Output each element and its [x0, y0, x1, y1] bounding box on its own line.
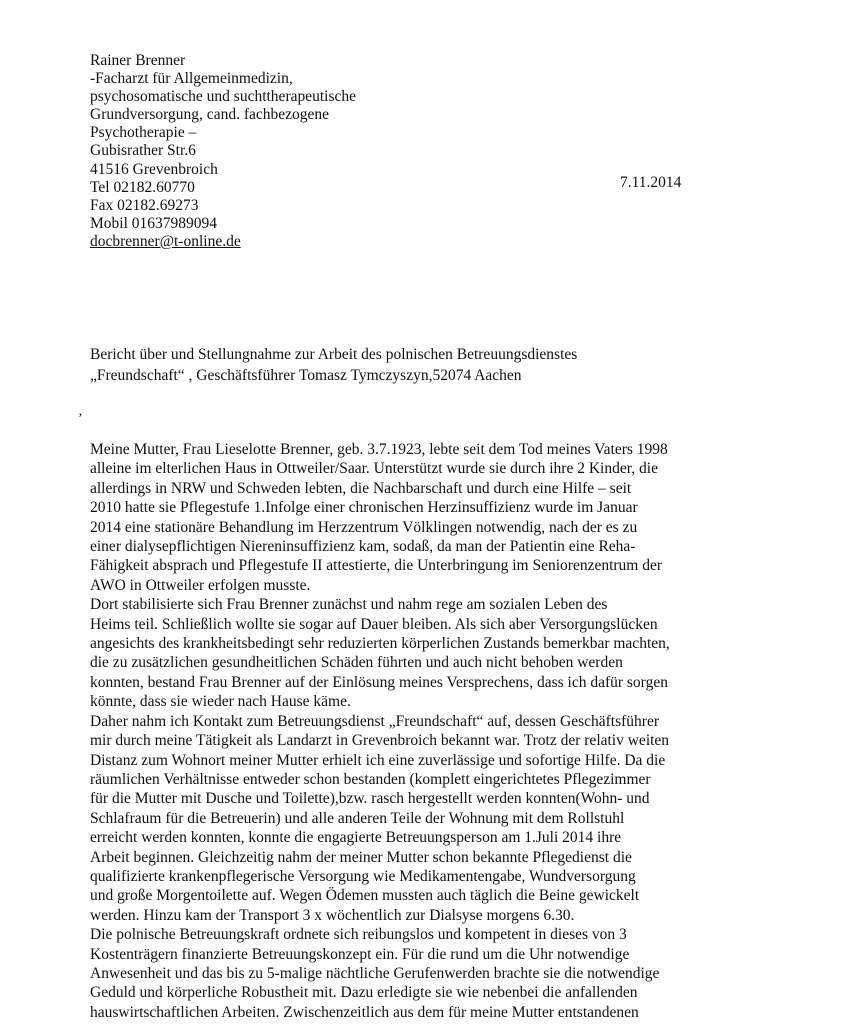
body-line: Meine Mutter, Frau Lieselotte Brenner, geb. 3.7.1923, lebte seit dem Tod meines Vaters 1998: [90, 441, 668, 458]
sender-title-line: -Facharzt für Allgemeinmedizin,: [90, 70, 293, 88]
body-line: Heims teil. Schließlich wollte sie sogar auf Dauer bleiben. Als sich aber Versorgungslücken: [90, 615, 658, 633]
body-line: werden. Hinzu kam der Transport 3 x wöchentlich zur Dialsyse morgens 6.30.: [90, 906, 575, 924]
stray-mark: ‚: [78, 404, 83, 419]
body-line: Distanz zum Wohnort meiner Mutter erhielt ich eine zuverlässige und sofortige Hilfe. Da die: [90, 751, 666, 769]
body-line: angesichts des krankheitsbedingt sehr reduzierten körperlichen Zustands bemerkbar machten,: [90, 635, 670, 653]
letter-body: [90, 440, 755, 1022]
body-line: und große Morgentoilette auf. Wegen Ödemen mussten auch täglich die Beine gewickelt: [90, 887, 640, 905]
sender-title-line: psychosomatische und suchttherapeutische: [90, 88, 357, 106]
body-line: Dort stabilisierte sich Frau Brenner zunächst und nahm rege am sozialen Leben des: [90, 596, 608, 614]
subject-line: Bericht über und Stellungnahme zur Arbeit des polnischen Betreuungsdienstes: [90, 346, 578, 363]
body-line: mir durch meine Tätigkeit als Landarzt in Grevenbroich bekannt war. Trotz der relativ weiten: [90, 732, 670, 750]
body-line: alleine im elterlichen Haus in Ottweiler/Saar. Unterstützt wurde sie durch ihre 2 Kinder, die: [90, 460, 658, 478]
sender-name: Rainer Brenner: [90, 52, 186, 69]
sender-street: Gubisrather Str.6: [90, 142, 196, 160]
body-line: die zu zusätzlichen gesundheitlichen Schäden führten und auch nicht behoben werden: [90, 654, 623, 672]
body-line: Daher nahm ich Kontakt zum Betreuungsdienst „Freundschaft“ auf, dessen Geschäftsführer: [90, 712, 660, 730]
body-line: Die polnische Betreuungskraft ordnete sich reibungslos und kompetent in dieses von 3: [90, 926, 627, 944]
body-line: konnten, bestand Frau Brenner auf der Einlösung meines Versprechens, dass ich dafür sorgen: [90, 673, 668, 691]
letter-date: 7.11.2014: [620, 174, 682, 191]
sender-title-line: Psychotherapie –: [90, 124, 197, 142]
sender-fax: Fax 02182.69273: [90, 196, 199, 214]
subject-line: „Freundschaft“ , Geschäftsführer Tomasz Tymczyszyn,52074 Aachen: [90, 367, 522, 384]
body-line: räumlichen Verhältnisse entweder schon bestanden (komplett eingerichtetes Pflegezimmer: [90, 770, 651, 788]
body-line: Fähigkeit absprach und Pflegestufe II attestierte, die Unterbringung im Seniorenzentrum der: [90, 557, 663, 575]
body-line: hauswirtschaftlichen Arbeiten. Zwischenzeitlich aus dem für meine Mutter entstandenen: [90, 1003, 639, 1021]
body-line: qualifizierte krankenpflegerische Versorgung wie Medikamentengabe, Wundversorgung: [90, 867, 636, 885]
body-line: Anwesenheit und das bis zu 5-malige nächtliche Gerufenwerden brachte sie die notwendige: [90, 964, 660, 982]
sender-mobil: Mobil 01637989094: [90, 214, 218, 232]
body-line: könnte, dass sie wieder nach Hause käme.: [90, 693, 351, 711]
sender-email: docbrenner@t-online.de: [90, 232, 241, 250]
body-line: 2010 hatte sie Pflegestufe 1.Infolge einer chronischen Herzinsuffizienz wurde im Januar: [90, 499, 638, 517]
body-line: allerdings in NRW und Schweden lebten, die Nachbarschaft und durch eine Hilfe – seit: [90, 479, 632, 497]
body-line: AWO in Ottweiler erfolgen musste.: [90, 576, 311, 594]
sender-block: [90, 52, 356, 251]
subject-block: [90, 344, 577, 386]
body-line: erreicht werden konnten, konnte die engagierte Betreuungsperson am 1.Juli 2014 ihre: [90, 829, 622, 847]
sender-tel: Tel 02182.60770: [90, 178, 195, 196]
body-line: Geduld und körperliche Robustheit mit. Dazu erledigte sie wie nebenbei die anfallenden: [90, 984, 638, 1002]
body-line: einer dialysepflichtigen Niereninsuffizienz kam, sodaß, da man der Patientin eine Reha-: [90, 538, 636, 556]
body-line: 2014 eine stationäre Behandlung im Herzzentrum Völklingen notwendig, nach der es zu: [90, 518, 638, 536]
body-line: Arbeit beginnen. Gleichzeitig nahm der meiner Mutter schon bekannte Pflegedienst die: [90, 848, 632, 866]
body-line: Schlafraum für die Betreuerin) und alle anderen Teile der Wohnung mit dem Rollstuhl: [90, 809, 625, 827]
body-line: Kostenträgern finanzierte Betreuungskonzept ein. Für die rund um die Uhr notwendige: [90, 945, 630, 963]
sender-title-line: Grundversorgung, cand. fachbezogene: [90, 106, 330, 124]
sender-city: 41516 Grevenbroich: [90, 160, 218, 178]
body-line: für die Mutter mit Dusche und Toilette),bzw. rasch hergestellt werden konnten(Wohn- und: [90, 790, 650, 808]
